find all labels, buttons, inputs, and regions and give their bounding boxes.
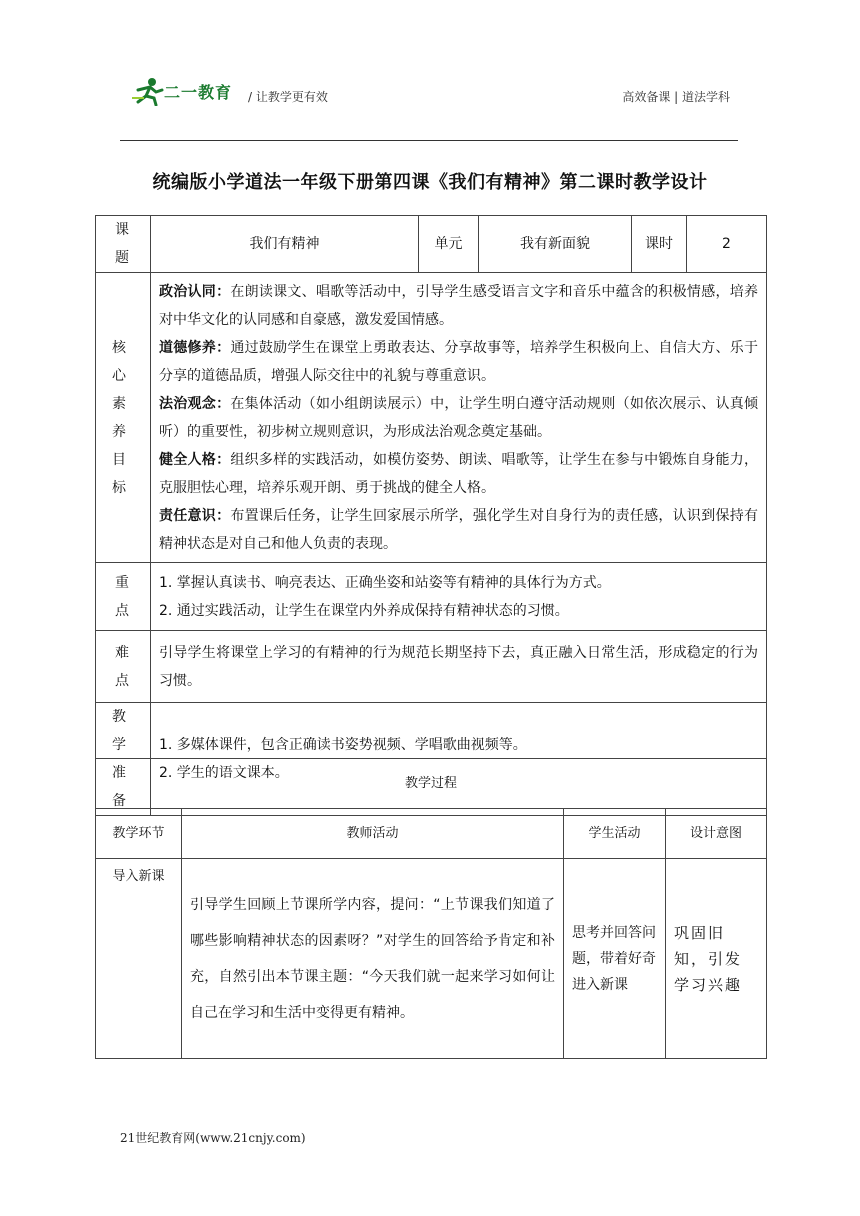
page-header <box>130 76 730 106</box>
literacy-label-line: 素 养 <box>112 395 134 440</box>
student-activity-cell: 思考并回答问题，带着好奇进入新课 <box>564 859 666 1059</box>
header-intent: 设计意图 <box>666 809 767 859</box>
literacy-item-text: 在集体活动（如小组朗读展示）中，让学生明白遵守活动规则（如依次展示、认真倾听）的重要性，初步树立规则意识，为形成法治观念奠定基础。 <box>159 395 759 440</box>
preparation-label-line: 准 备 <box>112 765 134 809</box>
literacy-item-head: 道德修养： <box>159 339 231 356</box>
header-divider <box>120 140 738 141</box>
literacy-item <box>159 446 758 502</box>
literacy-item-text: 组织多样的实践活动，如模仿姿势、朗读、唱歌等，让学生在参与中锻炼自身能力，克服胆怯心理，培养乐观开朗、勇于挑战的健全人格。 <box>159 451 759 496</box>
teacher-activity-cell: 引导学生回顾上节课所学内容，提问：“上节课我们知道了哪些影响精神状态的因素呀？”对学生的回答给予肯定和补充，自然引出本节课主题：“今天我们就一起来学习如何让自己在学习和生活中变得更有精神。 <box>182 859 564 1059</box>
header-stage: 教学环节 <box>96 809 182 859</box>
literacy-item <box>159 278 758 334</box>
topic-value: 我们有精神 <box>151 216 419 273</box>
process-row <box>96 859 767 1059</box>
literacy-item <box>159 334 758 390</box>
runner-logo-icon <box>130 76 166 106</box>
literacy-item-head: 健全人格： <box>159 451 231 468</box>
stage-cell: 导入新课 <box>96 859 182 1059</box>
key-points-content <box>151 563 767 631</box>
difficulty-label: 难 点 <box>96 631 151 703</box>
info-row <box>96 216 767 273</box>
key-point-item: 2. 通过实践活动，让学生在课堂内外养成保持有精神状态的习惯。 <box>159 602 569 619</box>
key-points-label: 重 点 <box>96 563 151 631</box>
difficulty-content: 引导学生将课堂上学习的有精神的行为规范长期坚持下去，真正融入日常生活，形成稳定的行为习惯。 <box>151 631 767 703</box>
literacy-item-text: 通过鼓励学生在课堂上勇敢表达、分享故事等，培养学生积极向上、自信大方、乐于分享的道德品质，增强人际交往中的礼貌与尊重意识。 <box>159 339 759 384</box>
logo-text: 二一教育 <box>164 83 233 102</box>
key-points-row <box>96 563 767 631</box>
literacy-row <box>96 273 767 563</box>
literacy-label-line: 目 标 <box>112 451 134 496</box>
literacy-label <box>96 273 151 563</box>
literacy-label-line: 核 心 <box>112 339 134 384</box>
literacy-item-head: 责任意识： <box>159 507 231 524</box>
period-value: 2 <box>687 216 767 273</box>
process-header-row <box>96 809 767 859</box>
literacy-content <box>151 273 767 563</box>
process-title-row <box>96 759 767 809</box>
logo <box>130 76 240 106</box>
document-title: 统编版小学道法一年级下册第四课《我们有精神》第二课时教学设计 <box>152 172 708 193</box>
header-teacher: 教师活动 <box>182 809 564 859</box>
period-label: 课时 <box>632 216 687 273</box>
page-footer: 21世纪教育网(www.21cnjy.com) <box>120 1131 306 1145</box>
teaching-process-table <box>95 758 767 1059</box>
literacy-item <box>159 390 758 446</box>
slogan: / 让教学更有效 <box>248 90 328 104</box>
key-point-item: 1. 掌握认真读书、响亮表达、正确坐姿和站姿等有精神的具体行为方式。 <box>159 574 611 591</box>
preparation-item: 1. 多媒体课件，包含正确读书姿势视频、学唱歌曲视频等。 <box>159 737 527 753</box>
literacy-item-head: 政治认同： <box>159 283 231 300</box>
preparation-label-line: 教 学 <box>112 709 134 753</box>
literacy-item-text: 在朗读课文、唱歌等活动中，引导学生感受语言文字和音乐中蕴含的积极情感，培养对中华文化的认同感和自豪感，激发爱国情感。 <box>159 283 759 328</box>
difficulty-row <box>96 631 767 703</box>
literacy-item-text: 布置课后任务，让学生回家展示所学，强化学生对自身行为的责任感，认识到保持有精神状态是对自己和他人负责的表现。 <box>159 507 759 552</box>
topic-label: 课 题 <box>96 216 151 273</box>
literacy-item <box>159 502 758 558</box>
header-subject: 高效备课 | 道法学科 <box>622 90 730 104</box>
header-student: 学生活动 <box>564 809 666 859</box>
literacy-item-head: 法治观念： <box>159 395 231 412</box>
process-title: 教学过程 <box>96 759 767 809</box>
lesson-info-table <box>95 215 767 816</box>
unit-value: 我有新面貌 <box>479 216 632 273</box>
unit-label: 单元 <box>419 216 479 273</box>
preparation-item: 2. 学生的语文课本。 <box>159 765 289 781</box>
design-intent-cell: 巩固旧知，引发学习兴趣 <box>666 859 767 1059</box>
